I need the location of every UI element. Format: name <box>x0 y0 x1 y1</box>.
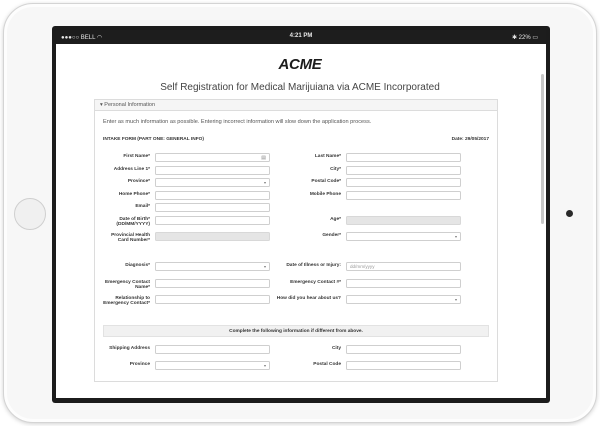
mobile-phone-label: Mobile Phone <box>309 191 341 197</box>
row-diagnosis <box>103 262 489 279</box>
emergency-name-input[interactable] <box>155 279 270 288</box>
home-phone-label: Home Phone* <box>118 191 150 197</box>
mobile-phone-input[interactable] <box>346 191 461 200</box>
row-phone <box>103 191 489 204</box>
row-health-card <box>103 232 489 262</box>
email-label: Email* <box>135 204 150 209</box>
row-emergency <box>103 279 489 295</box>
row-dob <box>103 216 489 232</box>
row-shipping-address <box>103 345 489 361</box>
relationship-label: Relationship to Emergency Contact* <box>103 295 150 306</box>
row-email <box>103 203 489 216</box>
first-name-input[interactable] <box>155 153 270 162</box>
panel-heading[interactable] <box>95 100 497 111</box>
shipping-address-label: Shipping Address <box>109 345 150 351</box>
form-title: INTAKE FORM (PART ONE: GENERAL INFO) <box>103 137 204 142</box>
row-name <box>103 153 489 166</box>
battery-indicator: ✱ 22% ▭ <box>511 35 538 41</box>
contact-card-icon: ▤ <box>261 154 266 161</box>
chevron-down-icon: ▾ <box>454 233 457 239</box>
province-label: Province* <box>127 179 150 184</box>
hear-about-select[interactable] <box>346 295 461 304</box>
screen <box>56 30 546 398</box>
gender-label: Gender* <box>322 232 341 238</box>
first-name-label: First Name* <box>123 154 150 159</box>
shipping-province-select[interactable] <box>155 361 270 370</box>
intro-text: Enter as much information as possible. Entering incorrect information will slow down the application process. <box>103 119 372 125</box>
city-label: City* <box>330 166 341 172</box>
row-address <box>103 166 489 179</box>
shipping-postal-label: Postal Code <box>313 361 341 367</box>
date-illness-label: Date of Illness or Injury: <box>286 262 341 268</box>
province-select[interactable] <box>155 178 270 187</box>
city-input[interactable] <box>346 166 461 175</box>
home-button[interactable] <box>14 198 46 230</box>
health-card-input <box>155 232 270 241</box>
home-phone-input[interactable] <box>155 191 270 200</box>
address-line-1-label: Address Line 1* <box>113 166 150 172</box>
relationship-input[interactable] <box>155 295 270 304</box>
diagnosis-select[interactable] <box>155 262 270 271</box>
collapse-caret-icon: ▾ <box>100 102 103 108</box>
emergency-num-label: Emergency Contact #* <box>290 279 341 285</box>
health-card-label: Provincial Health Card Number* <box>111 232 150 243</box>
intake-header <box>103 137 489 147</box>
scrollbar[interactable] <box>541 74 544 224</box>
emergency-name-label: Emergency Contact Name* <box>104 279 150 290</box>
postal-code-input[interactable] <box>346 178 461 187</box>
shipping-postal-input[interactable] <box>346 361 461 370</box>
carrier-info: ●●●○○ BELL ◠ <box>61 35 103 41</box>
panel-body <box>95 111 497 381</box>
row-province <box>103 178 489 191</box>
age-input <box>346 216 461 225</box>
personal-info-panel <box>94 99 498 382</box>
diagnosis-label: Diagnosis* <box>125 262 150 268</box>
date-illness-input[interactable] <box>346 262 461 271</box>
camera-lens <box>566 210 573 217</box>
dob-input[interactable] <box>155 216 270 225</box>
chevron-down-icon: ▾ <box>263 362 266 368</box>
address-line-1-input[interactable] <box>155 166 270 175</box>
shipping-city-input[interactable] <box>346 345 461 354</box>
dob-label: Date of Birth* (DD/MM/YYYY) <box>116 216 150 227</box>
age-label: Age* <box>330 216 341 222</box>
gender-select[interactable] <box>346 232 461 241</box>
shipping-province-label: Province <box>129 361 150 367</box>
panel-heading-label: Personal Information <box>104 102 156 108</box>
chevron-down-icon: ▾ <box>263 180 266 185</box>
last-name-input[interactable] <box>346 153 461 162</box>
page-title: Self Registration for Medical Marijuiana via ACME Incorporated <box>160 82 440 93</box>
shipping-city-label: City <box>331 345 341 351</box>
last-name-label: Last Name* <box>314 154 341 159</box>
chevron-down-icon: ▾ <box>263 263 266 269</box>
row-shipping-province <box>103 361 489 374</box>
status-time: 4:21 PM <box>289 33 313 39</box>
status-bar <box>56 30 546 44</box>
form-date: Date: 29/05/2017 <box>451 137 489 142</box>
hear-about-label: How did you hear about us? <box>276 295 341 301</box>
emergency-num-input[interactable] <box>346 279 461 288</box>
shipping-info-band: Complete the following information if different from above. <box>103 325 489 337</box>
row-relationship <box>103 295 489 319</box>
chevron-down-icon: ▾ <box>454 296 457 302</box>
email-input[interactable] <box>155 203 270 212</box>
page-content <box>56 56 546 382</box>
date-placeholder: dd/mm/yyyy <box>350 264 375 269</box>
postal-code-label: Postal Code* <box>311 179 341 184</box>
shipping-address-input[interactable] <box>155 345 270 354</box>
acme-logo: ACME <box>278 56 322 73</box>
